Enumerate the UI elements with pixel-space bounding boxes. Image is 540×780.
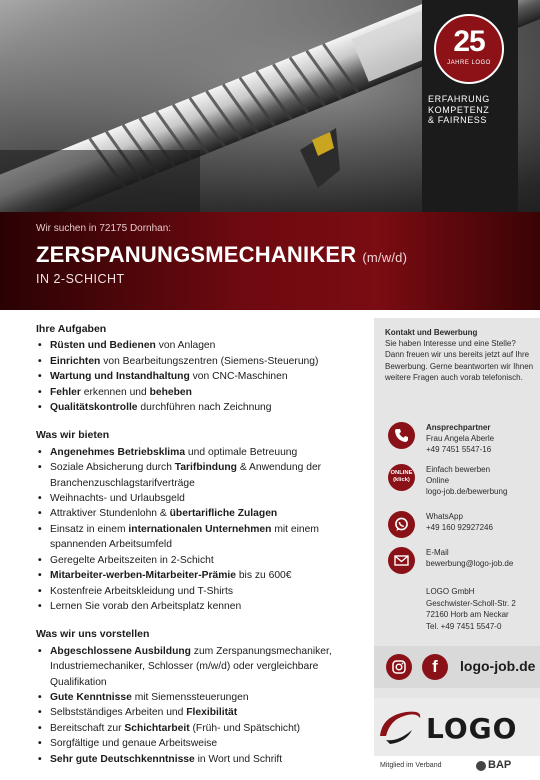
contact-text: Sie haben Interesse und eine Stelle? Dann freuen wir uns bereits jetzt auf Ihre Bewerbung. Gerne beantworten wir Ihnen weitere Fragen auch vorab telefonisch. [385,339,534,382]
list-item-text: Soziale Absicherung durch [50,462,175,474]
list-item-text: & Anwendung der Branchenzuschlagstarifverträge [50,462,322,489]
list-item [36,705,366,720]
list-item-text: erkennen und [80,386,150,398]
shift-info: IN 2-SCHICHT [36,272,125,286]
contact-intro [385,327,535,383]
list-item-text: Mitarbeiter-werben-Mitarbeiter-Prämie [50,570,236,582]
bullet-list [36,644,366,767]
hero-image [0,0,540,212]
instagram-icon[interactable] [386,654,412,680]
list-item [36,338,366,353]
list-item [36,752,366,767]
list-item-text: Weihnachts- und Urlaubsgeld [50,493,185,505]
phone-icon [388,422,415,449]
list-item [36,354,366,369]
list-item-text: Geregelte Arbeitszeiten in 2-Schicht [50,554,214,566]
job-title [36,242,407,268]
contact-sidebar [374,318,540,756]
list-item [36,736,366,751]
list-item-text: internationalen Unternehmen [128,523,272,535]
online-badge-sub: (klick) [393,477,410,483]
list-item-text: Fehler [50,386,81,398]
online-sub: Online [426,476,450,486]
anniversary-badge [422,0,518,212]
company-phone[interactable]: Tel. +49 7451 5547-0 [426,621,502,631]
email-label: E-Mail [426,548,449,557]
claim-line: KOMPETENZ [428,104,490,115]
bullet-list [36,338,366,415]
bullet-list [36,445,366,614]
list-item [36,400,366,415]
company-city: 72160 Horb am Neckar [426,610,509,619]
list-item-text: Schichtarbeit [124,722,190,734]
list-item-text: und optimale Betreuung [185,446,298,458]
list-item-text: Rüsten und Bedienen [50,340,156,352]
job-intro: Wir suchen in 72175 Dornhan: [36,223,172,234]
anniversary-seal [434,14,504,84]
person-label: Ansprechpartner [426,423,491,432]
online-url[interactable]: logo-job.de/bewerbung [426,487,508,497]
list-item-text: Kostenfreie Arbeitskleidung und T-Shirts [50,585,233,597]
list-item-text: Attraktiver Stundenlohn & [50,508,170,520]
list-item-text: zum Zerspanungsmechaniker, Industriemechaniker, Schlosser (m/w/d) oder vergleichbare Qualifikation [50,645,332,688]
list-item [36,584,366,599]
list-item-text: von CNC-Maschinen [189,371,288,383]
list-item-text: von Anlagen [155,340,216,352]
list-item-text: mit einem spannenden Arbeitsumfeld [50,523,319,551]
list-item-text: Sehr gute Deutschkenntnisse [50,753,195,765]
logo-mark-icon [376,706,424,748]
list-item [36,369,366,384]
list-item [36,506,366,521]
logo-wordmark: LOGO [426,712,518,745]
job-details [36,322,366,780]
list-item [36,460,366,491]
facebook-icon[interactable]: f [422,654,448,680]
job-title-suffix: (m/w/d) [362,250,408,265]
list-item-text: Lernen Sie vorab den Arbeitsplatz kennen [50,600,242,612]
list-item-text: Bereitschaft zur [50,722,125,734]
list-item-text: (Früh- und Spätschicht) [189,722,301,734]
contact-heading: Kontakt und Bewerbung [385,328,478,337]
list-item [36,644,366,690]
company-logo [374,698,540,756]
list-item-text: Einrichten [50,355,101,367]
list-item [36,599,366,614]
list-item [36,445,366,460]
list-item-text: von Bearbeitungszentren (Siemens-Steuerung) [100,355,319,367]
bap-logo-text: BAP [488,759,512,771]
whatsapp-icon [388,511,415,538]
online-badge-text: ONLINE [390,470,413,476]
person-phone[interactable]: +49 7451 5547-16 [426,445,492,455]
list-item [36,385,366,400]
section-heading: Was wir uns vorstellen [36,628,150,641]
list-item-text: Angenehmes Betriebsklima [50,446,186,458]
list-item-text: Flexibilität [186,707,238,719]
list-item [36,568,366,583]
job-title-text: ZERSPANUNGSMECHANIKER [36,242,357,267]
list-item-text: übertarifliche Zulagen [169,508,278,520]
list-item-text: Gute Kenntnisse [50,691,132,703]
membership-note: Mitglied im Verband [380,762,442,769]
list-item-text: Qualitätskontrolle [50,402,138,414]
claim-line: & FAIRNESS [428,115,488,125]
online-label: Einfach bewerben [426,465,491,474]
claim-line: ERFAHRUNG [428,94,490,104]
section-heading: Ihre Aufgaben [36,323,107,335]
company-address [426,586,516,632]
list-item-text: beheben [149,386,192,398]
list-item [36,491,366,506]
company-street: Geschwister-Scholl-Str. 2 [426,598,516,608]
list-item [36,690,366,705]
list-item-text: mit Siemenssteuerungen [131,691,249,703]
list-item-text: durchführen nach Zeichnung [137,402,272,414]
list-item [36,522,366,553]
whatsapp-label: WhatsApp [426,512,463,521]
anniversary-subtitle: JAHRE LOGO [447,60,491,66]
list-item-text: Einsatz in einem [50,523,129,535]
website-link[interactable]: logo-job.de [460,658,536,674]
list-item-text: Sorgfältige und genaue Arbeitsweise [50,738,218,750]
list-item-text: Tarifbindung [174,462,237,474]
list-item [36,553,366,568]
person-name: Frau Angela Aberle [426,434,495,444]
online-icon [388,464,415,491]
list-item-text: Wartung und Instandhaltung [50,371,190,383]
title-banner [0,212,540,310]
list-item-text: bis zu 600€ [235,570,292,582]
list-item-text: Abgeschlossene Ausbildung [50,645,191,657]
list-item-text: Selbstständiges Arbeiten und [50,707,187,719]
email-address[interactable]: bewerbung@logo-job.de [426,559,514,569]
bap-logo-mark [476,761,486,771]
mail-icon [388,547,415,574]
badge-claims [428,94,516,126]
social-bar [374,646,540,688]
whatsapp-number[interactable]: +49 160 92927246 [426,523,493,533]
anniversary-number: 25 [453,25,485,58]
list-item-text: in Wort und Schrift [194,753,283,765]
list-item [36,721,366,736]
company-name: LOGO GmbH [426,587,475,596]
section-heading: Was wir bieten [36,429,110,442]
